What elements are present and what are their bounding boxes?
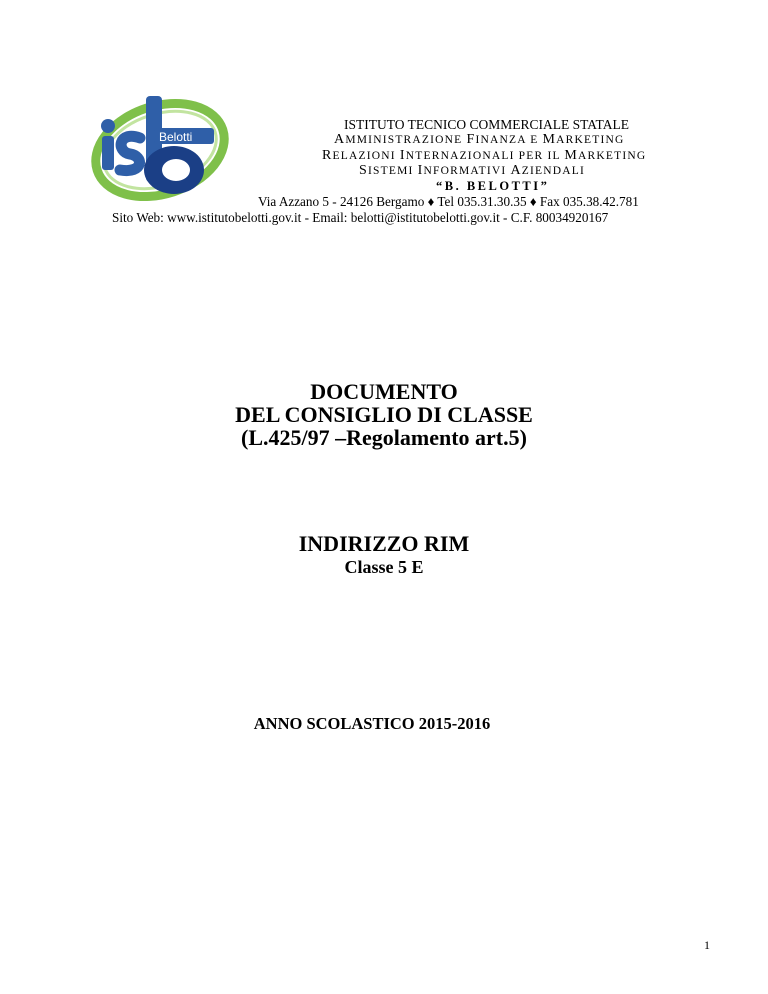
indirizzo-label: INDIRIZZO RIM bbox=[298, 531, 470, 556]
address-line: Via Azzano 5 - 24126 Bergamo ♦ Tel 035.31.30.35 ♦ Fax 035.38.42.781 bbox=[258, 194, 639, 209]
title-line-3: (L.425/97 –Regolamento art.5) bbox=[241, 425, 527, 450]
logo-label-text: Belotti bbox=[159, 130, 193, 144]
header-line-afm: AMMINISTRAZIONE FINANZA E MARKETING bbox=[334, 132, 625, 147]
web-line: Sito Web: www.istitutobelotti.gov.it - Email: belotti@istitutobelotti.gov.it - C.F. 80034920167 bbox=[112, 210, 609, 225]
course-block bbox=[0, 532, 768, 578]
page-number: 1 bbox=[704, 938, 710, 952]
header-line-sia: SISTEMI INFORMATIVI AZIENDALI bbox=[359, 163, 586, 178]
logo-b-bowl-hole bbox=[162, 159, 190, 181]
school-year: ANNO SCOLASTICO 2015-2016 bbox=[253, 714, 491, 733]
logo-i-dot bbox=[101, 119, 115, 133]
institute-name: ISTITUTO TECNICO COMMERCIALE STATALE bbox=[344, 117, 629, 132]
document-title bbox=[0, 380, 768, 449]
logo-s-letter bbox=[120, 136, 140, 170]
classe-label: Classe 5 E bbox=[344, 557, 424, 577]
school-name: “B. BELOTTI” bbox=[436, 179, 550, 193]
header-line-rim: RELAZIONI INTERNAZIONALI PER IL MARKETING bbox=[322, 148, 647, 163]
logo-i-stem bbox=[102, 136, 114, 170]
title-line-1: DOCUMENTO bbox=[310, 379, 458, 404]
istituto-belotti-logo bbox=[88, 90, 230, 206]
title-line-2: DEL CONSIGLIO DI CLASSE bbox=[235, 402, 533, 427]
